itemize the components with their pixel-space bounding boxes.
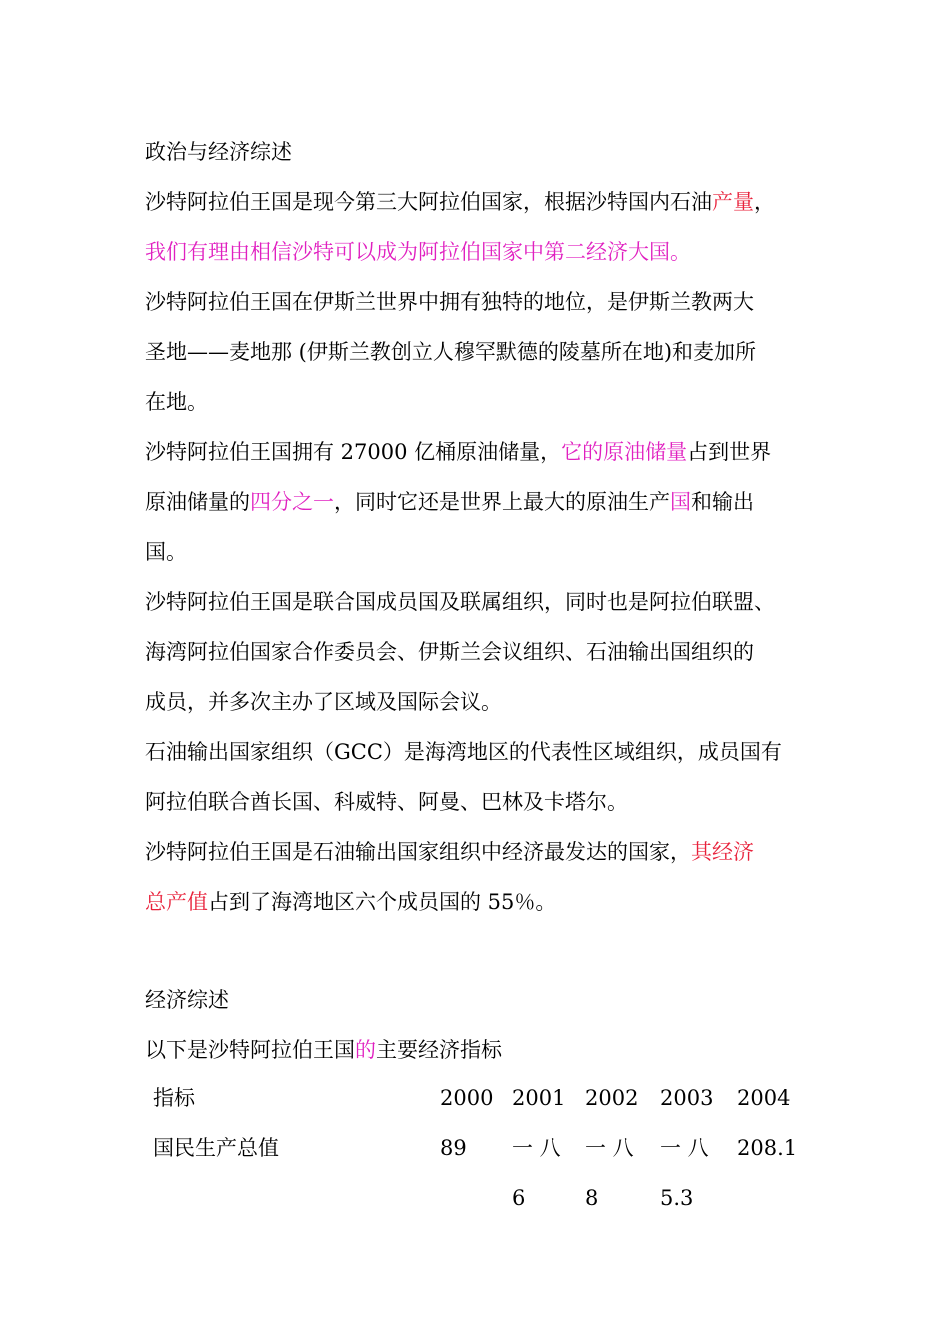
table-cell-gnp-2001-line1: 一 八 <box>512 1136 561 1160</box>
paragraph-5-line-2: 阿拉伯联合酋长国、科威特、阿曼、巴林及卡塔尔。 <box>145 790 628 814</box>
text-span: ，同时它还是世界上最大的原油生产 <box>334 490 670 514</box>
paragraph-5-line-1: 石油输出国家组织（GCC）是海湾地区的代表性区域组织，成员国有 <box>145 740 782 764</box>
paragraph-2-line-3: 在地。 <box>145 390 208 414</box>
text-span: 占到世界 <box>687 440 772 464</box>
paragraph-1-line-2: 我们有理由相信沙特可以成为阿拉伯国家中第二经济大国。 <box>145 240 691 264</box>
table-cell-gnp-2002-line1: 一 八 <box>585 1136 634 1160</box>
text-span: 沙特阿拉伯王国是现今第三大阿拉伯国家，根据沙特国内石油 <box>145 190 712 214</box>
paragraph-4-line-1: 沙特阿拉伯王国是联合国成员国及联属组织，同时也是阿拉伯联盟、 <box>145 590 775 614</box>
table-cell-gnp-2000: 89 <box>440 1136 467 1160</box>
highlight-magenta-span: 四分之一 <box>250 490 334 514</box>
section-heading-economy: 经济综述 <box>145 988 229 1012</box>
table-cell-gnp-2003-line2: 5.3 <box>660 1186 694 1210</box>
table-header-2001: 2001 <box>512 1086 566 1110</box>
highlight-magenta-span: 的 <box>355 1038 376 1062</box>
text-span: 和输出 <box>691 490 754 514</box>
table-cell-gnp-2002-line2: 8 <box>585 1186 599 1210</box>
table-header-2002: 2002 <box>585 1086 639 1110</box>
text-span: ， <box>754 190 775 214</box>
paragraph-4-line-2: 海湾阿拉伯国家合作委员会、伊斯兰会议组织、石油输出国组织的 <box>145 640 754 664</box>
table-header-label: 指标 <box>153 1086 195 1110</box>
table-cell-gnp-2003-line1: 一 八 <box>660 1136 709 1160</box>
text-span: 以下是沙特阿拉伯王国 <box>145 1038 355 1062</box>
paragraph-1-line-1 <box>145 187 775 217</box>
highlight-magenta-span: 它的原油储量 <box>561 440 688 464</box>
highlight-red-span: 其经济 <box>691 840 754 864</box>
highlight-red-span: 总产值 <box>145 890 208 914</box>
text-span: 沙特阿拉伯王国是石油输出国家组织中经济最发达的国家， <box>145 840 691 864</box>
paragraph-3-line-3: 国。 <box>145 540 187 564</box>
economy-intro-line <box>145 1035 502 1065</box>
table-header-2004: 2004 <box>737 1086 791 1110</box>
table-header-2003: 2003 <box>660 1086 714 1110</box>
text-span: 原油储量的 <box>145 490 250 514</box>
paragraph-3-line-1 <box>145 437 771 467</box>
table-cell-gnp-2004: 208.1 <box>737 1136 798 1160</box>
highlight-red-span: 产量 <box>712 190 754 214</box>
table-cell-gnp-2001-line2: 6 <box>512 1186 526 1210</box>
text-span: 主要经济指标 <box>376 1038 502 1062</box>
paragraph-2-line-1: 沙特阿拉伯王国在伊斯兰世界中拥有独特的地位，是伊斯兰教两大 <box>145 290 754 314</box>
highlight-magenta-span: 国 <box>670 490 691 514</box>
paragraph-2-line-2: 圣地——麦地那 (伊斯兰教创立人穆罕默德的陵墓所在地)和麦加所 <box>145 340 757 364</box>
table-row-gnp-label: 国民生产总值 <box>153 1136 279 1160</box>
paragraph-4-line-3: 成员，并多次主办了区域及国际会议。 <box>145 690 502 714</box>
paragraph-3-line-2 <box>145 487 754 517</box>
text-span: 占到了海湾地区六个成员国的 55％。 <box>208 890 557 914</box>
paragraph-6-line-2 <box>145 887 556 917</box>
section-heading-politics-economy: 政治与经济综述 <box>145 140 292 164</box>
text-span: 沙特阿拉伯王国拥有 27000 亿桶原油储量， <box>145 440 562 464</box>
paragraph-6-line-1 <box>145 837 754 867</box>
table-header-2000: 2000 <box>440 1086 494 1110</box>
